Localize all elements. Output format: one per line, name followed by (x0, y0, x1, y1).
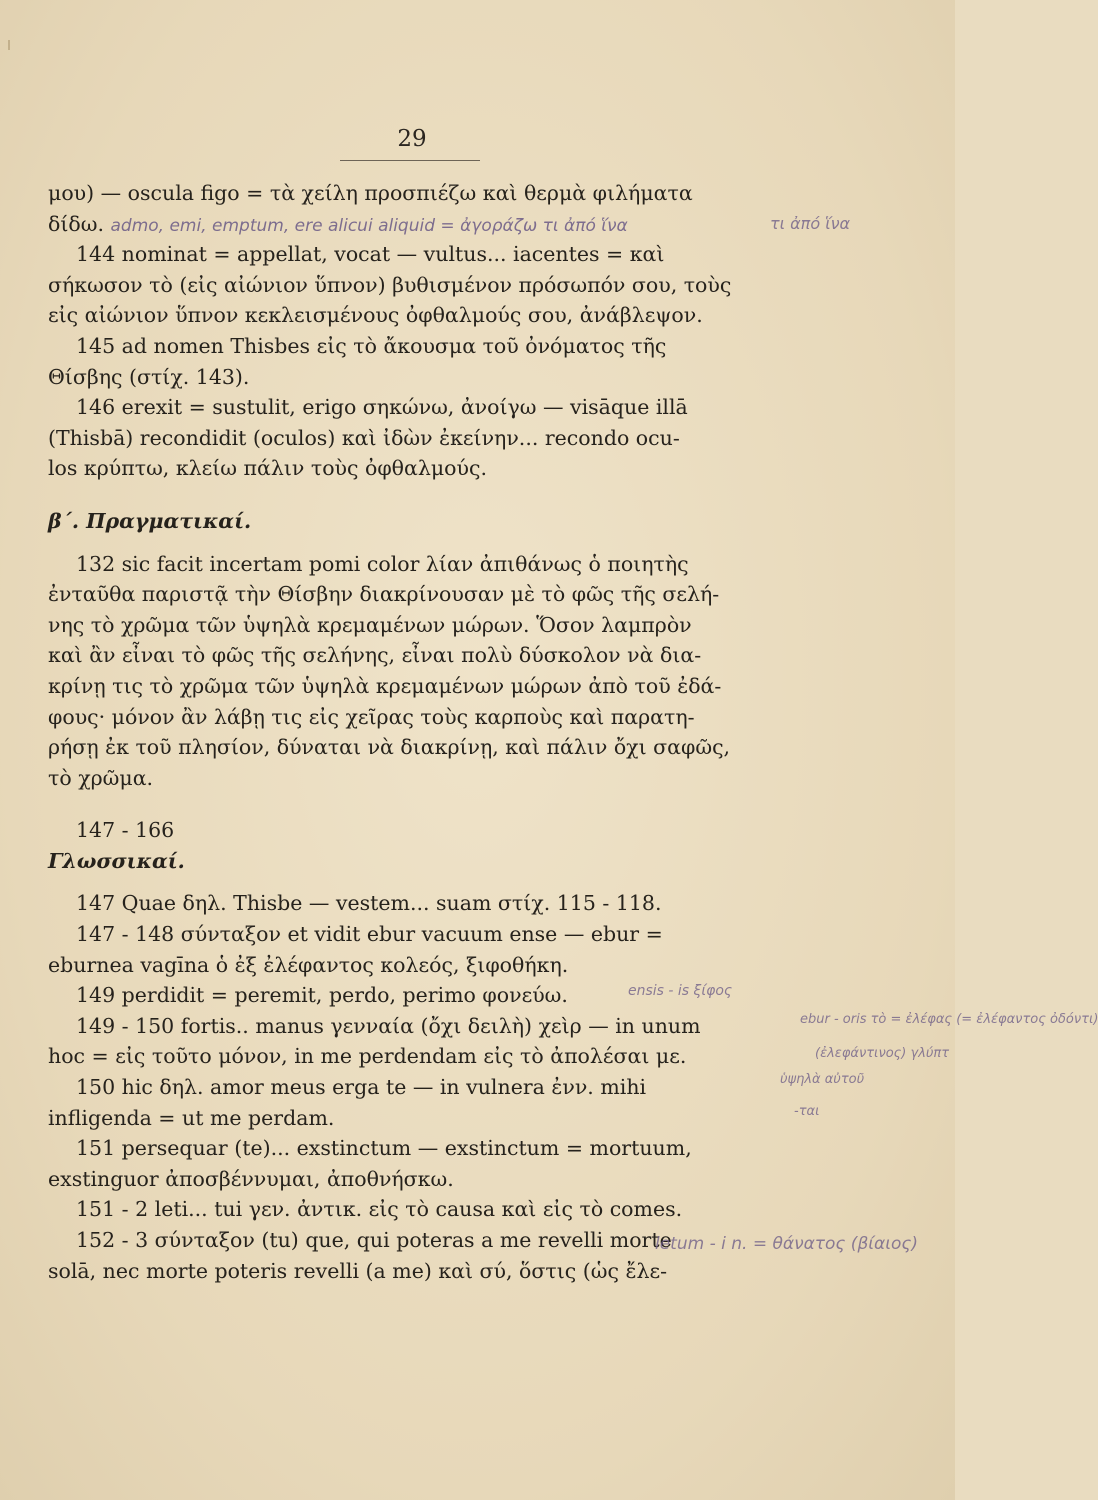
text-line (48, 1194, 768, 1225)
paragraph-gap (48, 876, 768, 888)
text-line-content: hoc = εἰς τοῦτο μόνον, in me perdendam εἰς τὸ ἀπολέσαι με. (48, 1044, 687, 1069)
text-line-content: καὶ ἂν εἶναι τὸ φῶς τῆς σελήνης, εἶναι πολὺ δύσκολον νὰ δια- (48, 643, 702, 668)
text-line-content: solā, nec morte poteris revelli (a me) καὶ σύ, ὅστις (ὡς ἔλε- (48, 1258, 668, 1283)
text-line-content: Θίσβης (στίχ. 143). (48, 364, 250, 389)
text-line (48, 270, 768, 301)
margin-note: letum - i n. = θάνατος (βίαιος) (655, 1234, 919, 1254)
text-line (48, 640, 768, 671)
section-heading (48, 846, 768, 877)
text-line-content: ρήσῃ ἐκ τοῦ πλησίον, δύναται νὰ διακρίνῃ, καὶ πάλιν ὄχι σαφῶς, (48, 735, 731, 760)
margin-note: -ται (794, 1104, 820, 1119)
handwritten-annotation: admo, emi, emptum, ere alicui aliquid = ἀγοράζω τι ἀπό ἵνα (110, 215, 628, 236)
text-line-content: εἰς αἰώνιον ὕπνον κεκλεισμένους ὀφθαλμούς σου, ἀνάβλεψον. (48, 303, 703, 328)
text-line (48, 331, 768, 362)
margin-note: ebur - oris τὸ = ἐλέφας (= ἐλέφαντος ὀδόντι) (800, 1012, 1098, 1027)
text-line (48, 178, 768, 209)
text-line-content: 152 - 3 σύνταξον (tu) que, qui poteras a me revelli morte (76, 1228, 672, 1252)
text-line (48, 1133, 768, 1164)
text-line (48, 423, 768, 454)
text-line (48, 950, 768, 981)
text-line-content: β΄. Πραγματικαί. (48, 508, 252, 533)
text-line-content: Γλωσσικαί. (48, 848, 185, 873)
text-line (48, 1164, 768, 1195)
text-line-content: μου) — oscula figo = τὰ χείλη προσπιέζω καὶ θερμὰ φιλήματα (48, 181, 693, 205)
paragraph-gap (48, 793, 768, 815)
text-line-content: 151 - 2 leti... tui γεν. ἀντικ. εἰς τὸ causa καὶ εἰς τὸ comes. (76, 1197, 683, 1222)
text-line (48, 610, 768, 641)
text-line (48, 209, 768, 240)
text-line-content: infligenda = ut me perdam. (48, 1105, 335, 1130)
text-line-content: 149 - 150 fortis.. manus γενναία (ὄχι δειλὴ) χεὶρ — in unum (76, 1013, 701, 1038)
text-line-content: 147 - 166 (76, 818, 175, 843)
text-line (48, 1103, 768, 1134)
text-line-content: 151 persequar (te)... exstinctum — exstinctum = mortuum, (76, 1136, 692, 1161)
text-line (48, 362, 768, 393)
text-line-content: eburnea vagīna ὁ ἐξ ἐλέφαντος κολεός, ξιφοθήκη. (48, 952, 569, 977)
text-line-content: 132 sic facit incertam pomi color λίαν ἀπιθάνως ὁ ποιητὴς (76, 551, 689, 576)
text-line-content: (Thisbā) recondidit (oculos) καὶ ἰδὼν ἐκείνην... recondo ocu- (48, 425, 680, 450)
text-line (48, 732, 768, 763)
text-line (48, 579, 768, 610)
text-line (48, 1072, 768, 1103)
commentary-text (48, 178, 768, 1286)
margin-note: ensis - is ξίφος (628, 983, 733, 999)
text-line-content: 146 erexit = sustulit, erigo σηκώνω, ἀνοίγω — visāque illā (76, 395, 688, 420)
text-line-content: ἐνταῦθα παριστᾷ τὴν Θίσβην διακρίνουσαν μὲ τὸ φῶς τῆς σελή- (48, 582, 720, 607)
text-line (48, 392, 768, 423)
text-line (48, 815, 768, 846)
text-line-content: los κρύπτω, κλείω πάλιν τοὺς ὀφθαλμούς. (48, 456, 487, 481)
text-line-content: τὸ χρῶμα. (48, 765, 154, 790)
margin-note: τι ἀπό ἵνα (770, 214, 851, 233)
text-line (48, 549, 768, 580)
section-heading (48, 506, 768, 537)
text-line-content: σήκωσον τὸ (εἰς αἰώνιον ὕπνον) βυθισμένον πρόσωπόν σου, τοὺς (48, 272, 732, 297)
text-line (48, 239, 768, 270)
paragraph-gap (48, 484, 768, 506)
text-line (48, 1256, 768, 1287)
text-line-content: 145 ad nomen Thisbes εἰς τὸ ἄκουσμα τοῦ ὀνόματος τῆς (76, 333, 667, 358)
text-line (48, 671, 768, 702)
text-line (48, 702, 768, 733)
text-line (48, 763, 768, 794)
text-line (48, 888, 768, 919)
paragraph-gap (48, 537, 768, 549)
text-line-content: 150 hic δηλ. amor meus erga te — in vulnera ἐνν. mihi (76, 1075, 647, 1100)
text-line-content: 147 - 148 σύνταξον et vidit ebur vacuum ense — ebur = (76, 922, 663, 947)
text-line-content: κρίνῃ τις τὸ χρῶμα τῶν ὑψηλὰ κρεμαμένων μώρων ἀπὸ τοῦ ἐδά- (48, 673, 722, 698)
page-number: 29 (397, 126, 427, 152)
text-line-content: 144 nominat = appellat, vocat — vultus... iacentes = καὶ (76, 242, 665, 267)
text-line-content: 147 Quae δηλ. Thisbe — vestem... suam στίχ. 115 - 118. (76, 891, 662, 916)
margin-speck (8, 40, 10, 50)
margin-note: ὑψηλὰ αὐτοῦ (780, 1072, 865, 1087)
text-line (48, 919, 768, 950)
header-rule (340, 160, 480, 161)
text-line-content: exstinguor ἀποσβέννυμαι, ἀποθνήσκω. (48, 1166, 454, 1191)
text-line (48, 1041, 768, 1072)
text-line-content: νης τὸ χρῶμα τῶν ὑψηλὰ κρεμαμένων μώρων. Ὅσον λαμπρὸν (48, 612, 692, 637)
text-line-content: δίδω. (48, 211, 104, 236)
margin-note: (ἐλεφάντινος) γλύπτ (815, 1046, 950, 1061)
text-line-content: 149 perdidit = peremit, perdo, perimo φονεύω. (76, 983, 568, 1008)
text-line (48, 300, 768, 331)
text-line (48, 453, 768, 484)
text-line-content: φους· μόνον ἂν λάβῃ τις εἰς χεῖρας τοὺς καρποὺς καὶ παρατη- (48, 704, 695, 729)
text-line (48, 1011, 768, 1042)
